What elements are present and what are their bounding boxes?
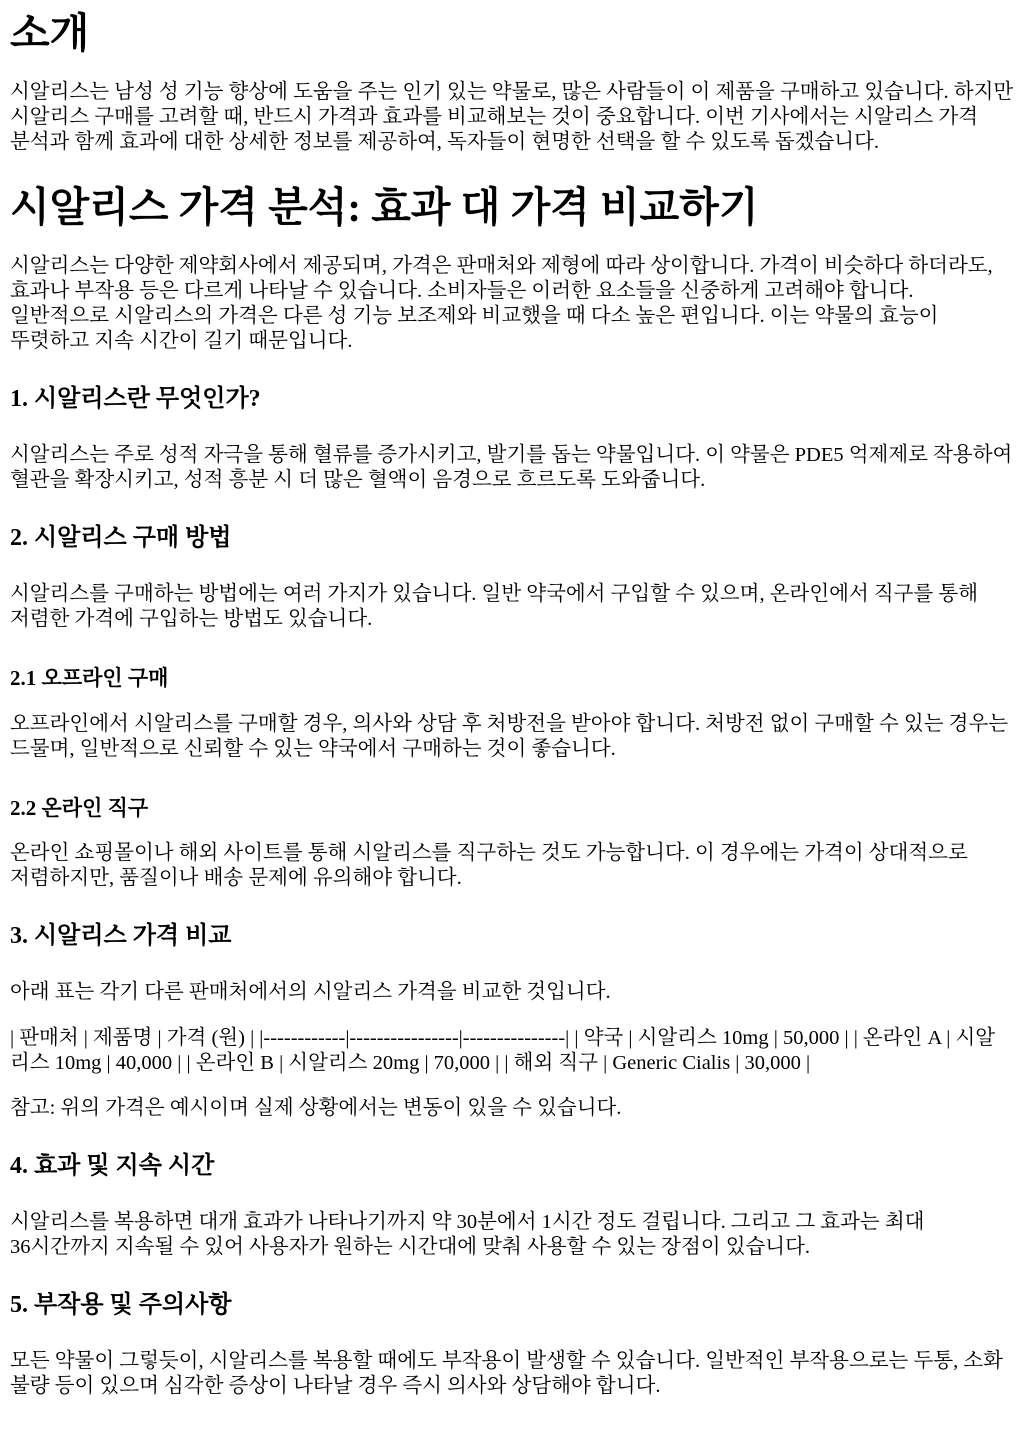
section-4-paragraph: 시알리스를 복용하면 대개 효과가 나타나기까지 약 30분에서 1시간 정도 걸립니다. 그리고 그 효과는 최대 36시간까지 지속될 수 있어 사용자가 원하는 시간대에 맞춰 사용할 수 있는 장점이 있습니다.: [10, 1211, 925, 1258]
section-1-paragraph: 시알리스는 주로 성적 자극을 통해 혈류를 증가시키고, 발기를 돕는 약물입니다. 이 약물은 PDE5 억제제로 작용하여 혈관을 확장시키고, 성적 흥분 시 더 많은 혈액이 음경으로 흐르도록 도와줍니다.: [10, 444, 1013, 491]
section-4-heading: 4. 효과 및 지속 시간: [10, 1153, 215, 1179]
price-table-raw-markdown: | 판매처 | 제품명 | 가격 (원) | |------------|----------------|---------------| | 약국 | 시알리스 10mg | 50,000 | | 온라인 A | 시알리스 10mg | 40,000 | | 온라인 B | 시알리스 20mg | 70,000 | | 해외 직구 | Generic Cialis | 30,000 |: [10, 1026, 996, 1074]
section-2-2-paragraph: 온라인 쇼핑몰이나 해외 사이트를 통해 시알리스를 직구하는 것도 가능합니다. 이 경우에는 가격이 상대적으로 저렴하지만, 품질이나 배송 문제에 유의해야 합니다.: [10, 842, 968, 889]
main-title-heading: 시알리스 가격 분석: 효과 대 가격 비교하기: [10, 184, 759, 230]
section-1-heading: 1. 시알리스란 무엇인가?: [10, 386, 261, 412]
intro-paragraph: 시알리스는 남성 성 기능 향상에 도움을 주는 인기 있는 약물로, 많은 사람들이 이 제품을 구매하고 있습니다. 하지만 시알리스 구매를 고려할 때, 반드시 가격과 효과를 비교해보는 것이 중요합니다. 이번 기사에서는 시알리스 가격 분석과 함께 효과에 대한 상세한 정보를 제공하여, 독자들이 현명한 선택을 할 수 있도록 돕겠습니다.: [10, 81, 1014, 153]
section-2-paragraph: 시알리스를 구매하는 방법에는 여러 가지가 있습니다. 일반 약국에서 구입할 수 있으며, 온라인에서 직구를 통해 저렴한 가격에 구입하는 방법도 있습니다.: [10, 583, 979, 630]
section-3-intro-paragraph: 아래 표는 각기 다른 판매처에서의 시알리스 가격을 비교한 것입니다.: [10, 981, 611, 1003]
intro-heading: 소개: [10, 10, 90, 56]
section-2-1-paragraph: 오프라인에서 시알리스를 구매할 경우, 의사와 상담 후 처방전을 받아야 합니다. 처방전 없이 구매할 수 있는 경우는 드물며, 일반적으로 신뢰할 수 있는 약국에서 구매하는 것이 좋습니다.: [10, 712, 1009, 760]
section-2-2-heading: 2.2 온라인 직구: [10, 795, 149, 820]
section-2-heading: 2. 시알리스 구매 방법: [10, 525, 232, 551]
section-5-paragraph: 모든 약물이 그렇듯이, 시알리스를 복용할 때에도 부작용이 발생할 수 있습니다. 일반적인 부작용으로는 두통, 소화 불량 등이 있으며 심각한 증상이 나타날 경우 즉시 의사와 상담해야 합니다.: [10, 1350, 1003, 1397]
section-5-heading: 5. 부작용 및 주의사항: [10, 1292, 232, 1318]
section-2-1-heading: 2.1 오프라인 구매: [10, 666, 169, 690]
main-overview-paragraph: 시알리스는 다양한 제약회사에서 제공되며, 가격은 판매처와 제형에 따라 상이합니다. 가격이 비슷하다 하더라도, 효과나 부작용 등은 다르게 나타날 수 있습니다. 소비자들은 이러한 요소들을 신중하게 고려해야 합니다. 일반적으로 시알리스의 가격은 다른 성 기능 보조제와 비교했을 때 다소 높은 편입니다. 이는 약물의 효능이 뚜렷하고 지속 시간이 길기 때문입니다.: [10, 255, 993, 352]
section-3-heading: 3. 시알리스 가격 비교: [10, 923, 232, 949]
price-note-paragraph: 참고: 위의 가격은 예시이며 실제 상황에서는 변동이 있을 수 있습니다.: [10, 1097, 622, 1119]
